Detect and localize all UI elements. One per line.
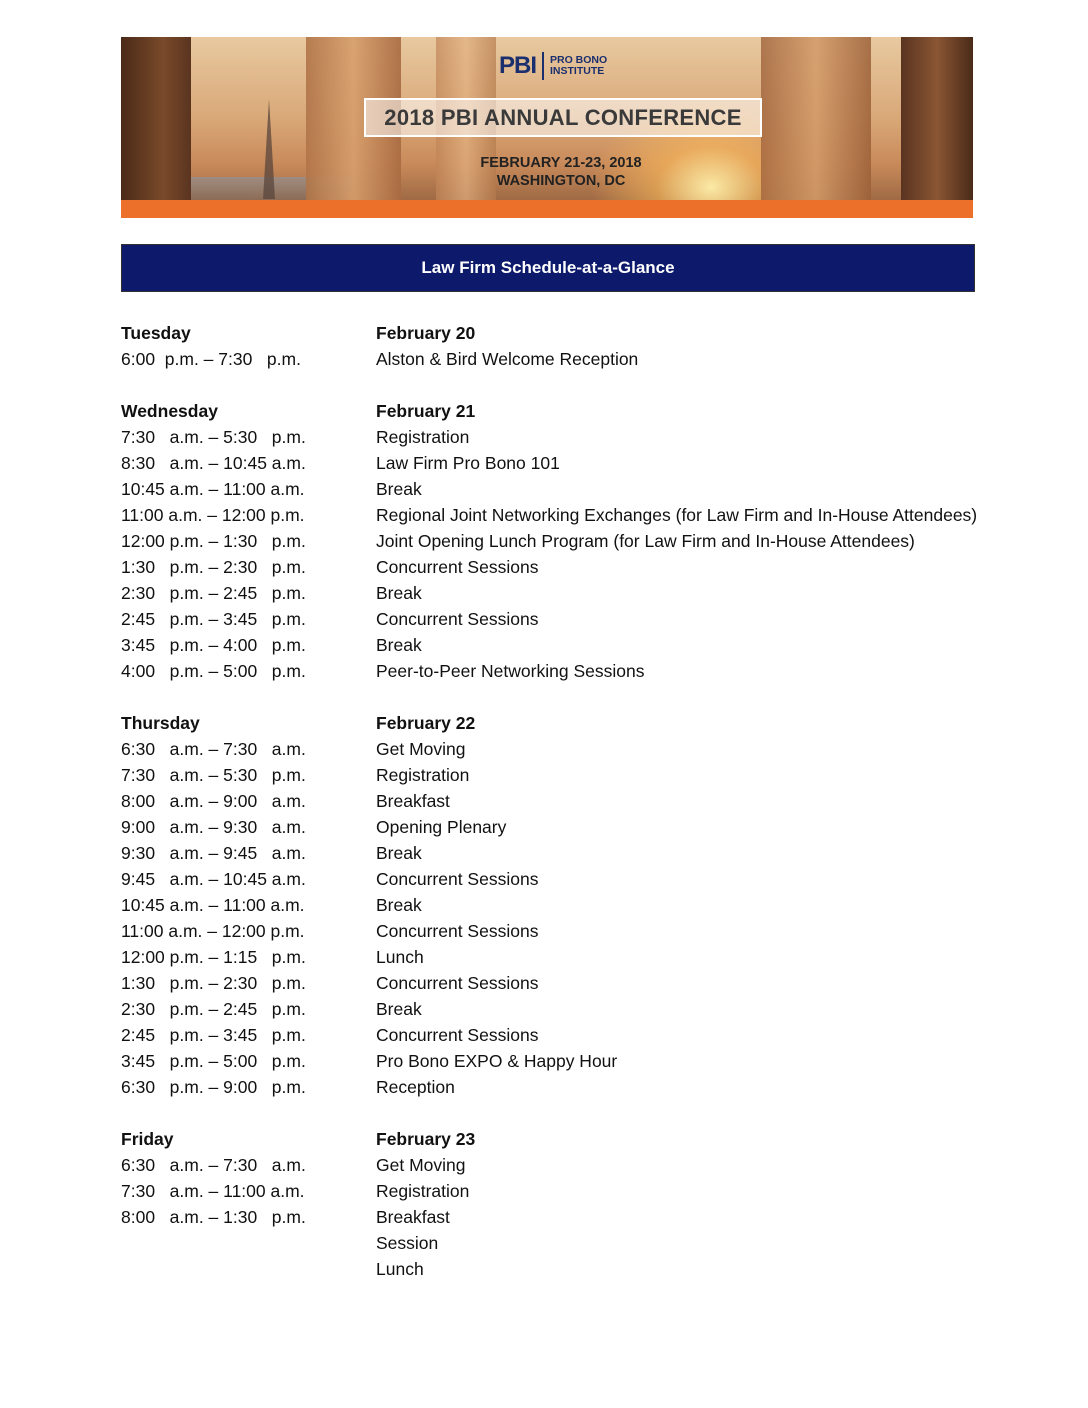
session-name: Break: [376, 894, 422, 915]
schedule-row: [121, 762, 1061, 788]
day-heading: [121, 710, 1061, 736]
session-time: 12:00 p.m. – 1:15 p.m.: [121, 946, 306, 967]
schedule-header: [121, 244, 975, 292]
session-time: 2:45 p.m. – 3:45 p.m.: [121, 1024, 306, 1045]
session-time: 3:45 p.m. – 4:00 p.m.: [121, 634, 306, 655]
session-time: 6:00 p.m. – 7:30 p.m.: [121, 348, 301, 369]
session-time: 2:45 p.m. – 3:45 p.m.: [121, 608, 306, 629]
schedule-row: [121, 944, 1061, 970]
session-time: 2:30 p.m. – 2:45 p.m.: [121, 998, 306, 1019]
schedule-row: [121, 606, 1061, 632]
session-name: Get Moving: [376, 738, 466, 759]
column-left: [121, 37, 191, 200]
day-name: Thursday: [121, 712, 200, 733]
session-name: Concurrent Sessions: [376, 608, 539, 629]
session-time: 7:30 a.m. – 11:00 a.m.: [121, 1180, 305, 1201]
day-date: February 21: [376, 400, 476, 421]
day-spacer: [121, 684, 1061, 710]
schedule-row: [121, 736, 1061, 762]
session-time: 12:00 p.m. – 1:30 p.m.: [121, 530, 306, 551]
logo-mark: PBI: [499, 52, 544, 80]
session-time: 10:45 a.m. – 11:00 a.m.: [121, 478, 305, 499]
schedule-row: [121, 840, 1061, 866]
day-date: February 23: [376, 1128, 476, 1149]
session-time: 9:00 a.m. – 9:30 a.m.: [121, 816, 306, 837]
session-name: Concurrent Sessions: [376, 972, 539, 993]
session-name: Break: [376, 634, 422, 655]
conference-title-box: [364, 98, 762, 137]
day-date: February 20: [376, 322, 476, 343]
schedule-row: [121, 424, 1061, 450]
schedule-row: [121, 502, 1061, 528]
session-name: Law Firm Pro Bono 101: [376, 452, 560, 473]
conference-city: WASHINGTON, DC: [496, 173, 626, 189]
session-time: 1:30 p.m. – 2:30 p.m.: [121, 972, 306, 993]
session-name: Break: [376, 842, 422, 863]
schedule-row: [121, 1256, 1061, 1282]
session-name: Concurrent Sessions: [376, 920, 539, 941]
schedule-row: [121, 892, 1061, 918]
session-time: 1:30 p.m. – 2:30 p.m.: [121, 556, 306, 577]
session-name: Lunch: [376, 1258, 424, 1279]
schedule-row: [121, 1074, 1061, 1100]
session-time: 9:30 a.m. – 9:45 a.m.: [121, 842, 306, 863]
session-name: Concurrent Sessions: [376, 556, 539, 577]
column: [761, 37, 871, 200]
session-time: 4:00 p.m. – 5:00 p.m.: [121, 660, 306, 681]
session-name: Reception: [376, 1076, 455, 1097]
session-time: 6:30 a.m. – 7:30 a.m.: [121, 738, 306, 759]
session-name: Concurrent Sessions: [376, 1024, 539, 1045]
day-heading: [121, 1126, 1061, 1152]
session-name: Registration: [376, 764, 470, 785]
monument-silhouette: [263, 99, 275, 199]
session-name: Get Moving: [376, 1154, 466, 1175]
session-name: Breakfast: [376, 1206, 450, 1227]
day-name: Friday: [121, 1128, 174, 1149]
session-time: 7:30 a.m. – 5:30 p.m.: [121, 426, 306, 447]
schedule-row: [121, 996, 1061, 1022]
session-time: 11:00 a.m. – 12:00 p.m.: [121, 504, 305, 525]
session-name: Peer-to-Peer Networking Sessions: [376, 660, 645, 681]
schedule-row: [121, 450, 1061, 476]
schedule-row: [121, 814, 1061, 840]
schedule-row: [121, 1230, 1061, 1256]
session-name: Regional Joint Networking Exchanges (for Law Firm and In-House Attendees): [376, 504, 978, 525]
banner-accent-bar: [121, 200, 973, 218]
logo-line-1: PRO BONO: [550, 54, 608, 66]
schedule-row: [121, 1204, 1061, 1230]
logo-text: [550, 55, 607, 77]
day-name: Tuesday: [121, 322, 191, 343]
conference-banner: [121, 37, 973, 218]
schedule-row: [121, 476, 1061, 502]
session-name: Opening Plenary: [376, 816, 507, 837]
schedule-row: [121, 970, 1061, 996]
session-name: Session: [376, 1232, 439, 1253]
conference-title: 2018 PBI ANNUAL CONFERENCE: [384, 104, 742, 130]
schedule-row: [121, 554, 1061, 580]
schedule-row: [121, 788, 1061, 814]
day-heading: [121, 320, 1061, 346]
schedule-row: [121, 918, 1061, 944]
session-time: 6:30 p.m. – 9:00 p.m.: [121, 1076, 306, 1097]
schedule-row: [121, 1178, 1061, 1204]
schedule-row: [121, 580, 1061, 606]
session-time: 10:45 a.m. – 11:00 a.m.: [121, 894, 305, 915]
session-time: 7:30 a.m. – 5:30 p.m.: [121, 764, 306, 785]
schedule-row: [121, 658, 1061, 684]
schedule-title: Law Firm Schedule-at-a-Glance: [421, 258, 675, 277]
conference-dates: FEBRUARY 21-23, 2018: [480, 155, 642, 171]
session-name: Joint Opening Lunch Program (for Law Firm and In-House Attendees): [376, 530, 915, 551]
schedule-row: [121, 866, 1061, 892]
schedule-row: [121, 346, 1061, 372]
day-spacer: [121, 372, 1061, 398]
session-time: 11:00 a.m. – 12:00 p.m.: [121, 920, 305, 941]
session-name: Registration: [376, 426, 470, 447]
schedule-row: [121, 1048, 1061, 1074]
day-spacer: [121, 1100, 1061, 1126]
column-right: [901, 37, 973, 200]
schedule-row: [121, 632, 1061, 658]
session-time: 8:00 a.m. – 1:30 p.m.: [121, 1206, 306, 1227]
session-time: 6:30 a.m. – 7:30 a.m.: [121, 1154, 306, 1175]
session-time: 8:00 a.m. – 9:00 a.m.: [121, 790, 306, 811]
schedule-row: [121, 528, 1061, 554]
session-name: Alston & Bird Welcome Reception: [376, 348, 639, 369]
schedule-list: [121, 320, 1061, 1282]
session-name: Break: [376, 582, 422, 603]
session-name: Concurrent Sessions: [376, 868, 539, 889]
schedule-row: [121, 1022, 1061, 1048]
session-time: 8:30 a.m. – 10:45 a.m.: [121, 452, 306, 473]
day-heading: [121, 398, 1061, 424]
day-date: February 22: [376, 712, 476, 733]
session-name: Break: [376, 478, 422, 499]
session-time: 9:45 a.m. – 10:45 a.m.: [121, 868, 306, 889]
session-name: Pro Bono EXPO & Happy Hour: [376, 1050, 618, 1071]
session-name: Breakfast: [376, 790, 450, 811]
session-name: Break: [376, 998, 422, 1019]
logo-line-2: INSTITUTE: [550, 65, 605, 77]
session-time: 3:45 p.m. – 5:00 p.m.: [121, 1050, 306, 1071]
session-name: Registration: [376, 1180, 470, 1201]
session-name: Lunch: [376, 946, 424, 967]
pbi-logo: [499, 51, 607, 81]
schedule-row: [121, 1152, 1061, 1178]
session-time: 2:30 p.m. – 2:45 p.m.: [121, 582, 306, 603]
day-name: Wednesday: [121, 400, 218, 421]
